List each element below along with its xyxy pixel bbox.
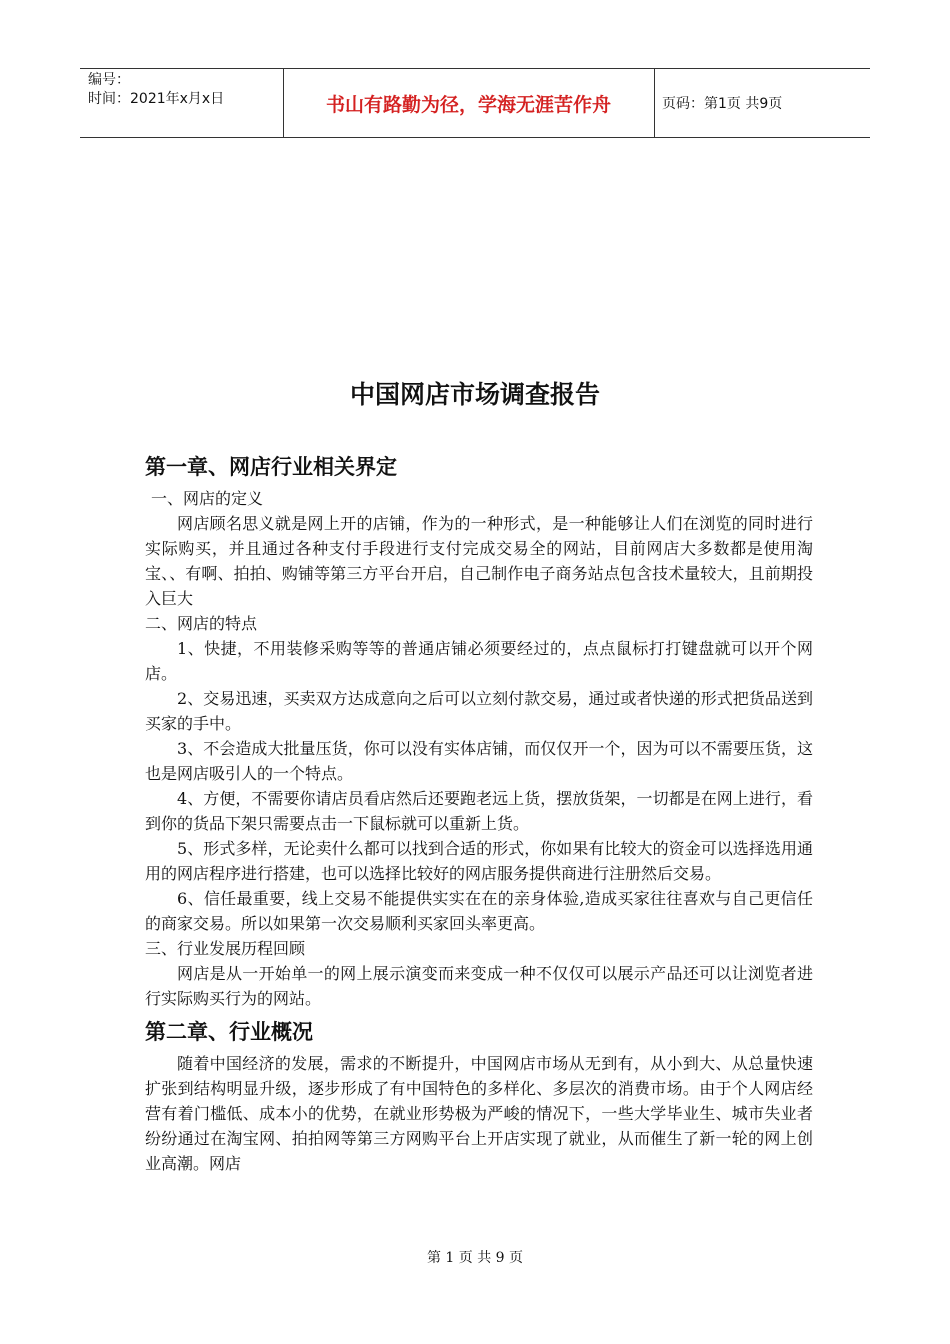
time-label: 时间：2021年x月x日 (88, 91, 225, 107)
feature-item: 2、交易迅速，买卖双方达成意向之后可以立刻付款交易，通过或者快递的形式把货品送到买家的手中。 (145, 689, 813, 733)
header-divider (654, 69, 655, 137)
document-title: 中国网店市场调查报告 (349, 380, 600, 409)
number-label: 编号： (88, 72, 130, 88)
feature-item: 3、不会造成大批量压货，你可以没有实体店铺，而仅仅开一个，因为可以不需要压货，这也是网店吸引人的一个特点。 (145, 739, 813, 783)
chapter2-heading: 第二章、行业概况 (145, 1020, 313, 1044)
section2-title: 二、网店的特点 (145, 614, 258, 633)
section3-title: 三、行业发展历程回顾 (145, 939, 306, 958)
header-motto: 书山有路勤为径，学海无涯苦作舟 (325, 93, 611, 116)
section1-title: 一、网店的定义 (151, 489, 264, 508)
page-footer: 第 1 页 共 9 页 (426, 1250, 524, 1266)
chapter2-paragraph: 随着中国经济的发展，需求的不断提升，中国网店市场从无到有，从小到大、从总量快速扩张到结构明显升级，逐步形成了有中国特色的多样化、多层次的消费市场。由于个人网店经营有着门槛低、成本小的优势，在就业形势极为严峻的情况下，一些大学毕业生、城市失业者纷纷通过在淘宝网、拍拍网等第三方网购平台上开店实现了就业，从而催生了新一轮的网上创业高潮。网店 (145, 1054, 813, 1173)
header-page-info: 页码：第1页 共9页 (662, 96, 783, 112)
feature-item: 1、快捷，不用装修采购等等的普通店铺必须要经过的，点点鼠标打打键盘就可以开个网店。 (145, 639, 813, 683)
section3-paragraph: 网店是从一开始单一的网上展示演变而来变成一种不仅仅可以展示产品还可以让浏览者进行实际购买行为的网站。 (145, 964, 813, 1008)
section1-paragraph: 网店顾名思义就是网上开的店铺，作为的一种形式，是一种能够让人们在浏览的同时进行实际购买，并且通过各种支付手段进行支付完成交易全的网站，目前网店大多数都是使用淘宝、、有啊、拍拍、购铺等第三方平台开启，自己制作电子商务站点包含技术量较大，且前期投入巨大 (145, 514, 813, 608)
feature-item: 4、方便，不需要你请店员看店然后还要跑老远上货，摆放货架，一切都是在网上进行，看到你的货品下架只需要点击一下鼠标就可以重新上货。 (145, 789, 813, 833)
document-body (145, 450, 813, 1176)
header-left-cell (88, 71, 224, 109)
header-table (80, 68, 870, 138)
chapter1-heading: 第一章、网店行业相关界定 (145, 455, 397, 479)
feature-item: 5、形式多样，无论卖什么都可以找到合适的形式，你如果有比较大的资金可以选择选用通用的网店程序进行搭建，也可以选择比较好的网店服务提供商进行注册然后交易。 (145, 839, 813, 883)
feature-item: 6、信任最重要，线上交易不能提供实实在在的亲身体验,造成买家往往喜欢与自己更信任的商家交易。所以如果第一次交易顺利买家回头率更高。 (145, 889, 813, 933)
